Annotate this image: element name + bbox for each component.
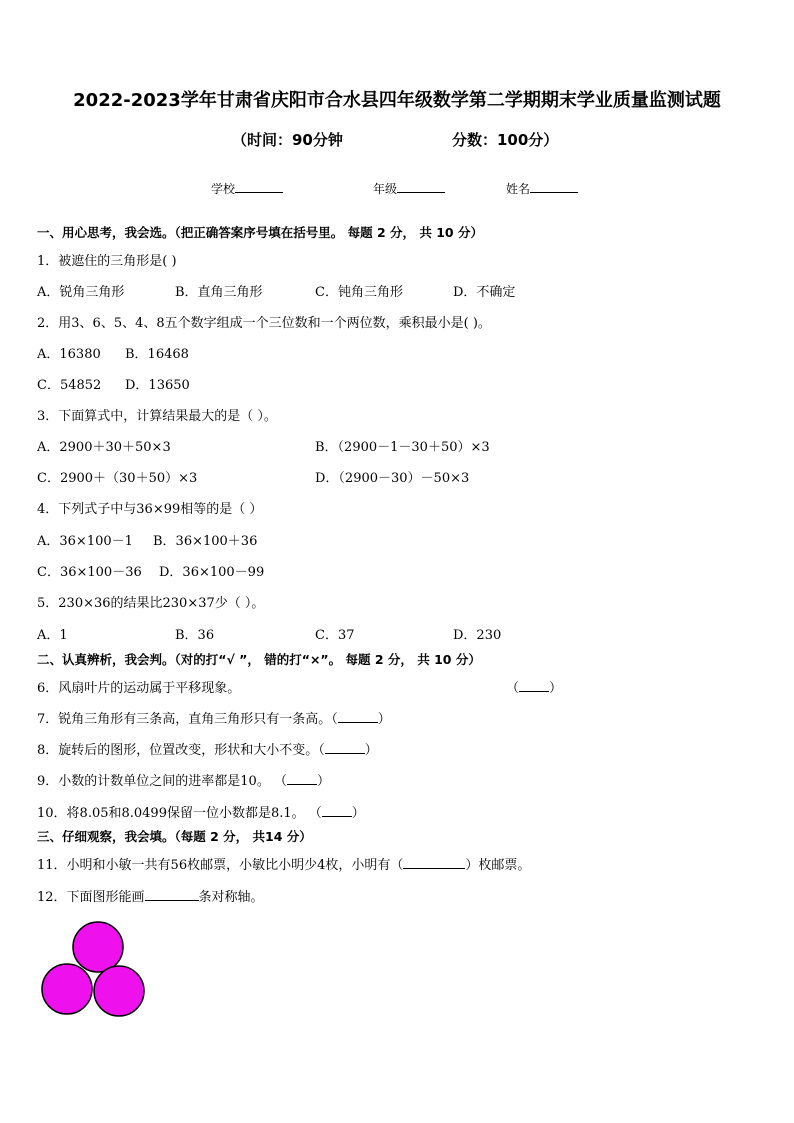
q1-stem: 1．被遮住的三角形是( ) <box>37 254 177 269</box>
q10-blank[interactable] <box>322 804 352 817</box>
q12-line <box>37 886 264 905</box>
q3-option-b[interactable]: B．（2900－1－30＋50）×3 <box>315 440 490 455</box>
q9-blank[interactable] <box>287 772 317 785</box>
q6-close-paren: ） <box>549 681 563 696</box>
q4-option-c[interactable]: C．36×100－36 <box>37 565 142 580</box>
q6-open-paren: （ <box>506 681 520 696</box>
q4-option-d[interactable]: D．36×100－99 <box>159 565 265 580</box>
q7-blank[interactable] <box>338 710 378 723</box>
section-heading-3: 三、仔细观察，我会填。（每题 2 分， 共14 分） <box>37 829 312 844</box>
q4-option-b[interactable]: B．36×100＋36 <box>153 534 258 549</box>
section-heading-2: 二、认真辨析，我会判。（对的打“√ ”， 错的打“×”。 每题 2 分， 共 10 分） <box>37 652 481 667</box>
q2-option-b[interactable]: B．16468 <box>125 347 189 362</box>
q3-option-d[interactable]: D．（2900－30）－50×3 <box>315 471 470 486</box>
q10-close-paren: ） <box>351 806 365 821</box>
q9-stem: 9．小数的计数单位之间的进率都是10。 （ <box>37 774 287 789</box>
q5-option-a[interactable]: A．1 <box>37 628 68 643</box>
q6-answer[interactable] <box>506 677 562 696</box>
q12-stem: 12．下面图形能画 <box>37 890 145 905</box>
q10-line <box>37 802 365 821</box>
q3-stem: 3．下面算式中，计算结果最大的是（ ）。 <box>37 409 277 424</box>
name-field <box>506 180 578 197</box>
q5-option-c[interactable]: C．37 <box>315 628 355 643</box>
school-blank[interactable] <box>235 180 283 193</box>
q3-option-c[interactable]: C．2900＋（30＋50）×3 <box>37 471 198 486</box>
q8-line <box>37 739 378 758</box>
q2-option-c[interactable]: C．54852 <box>37 378 102 393</box>
grade-blank[interactable] <box>397 180 445 193</box>
q12-blank[interactable] <box>145 888 199 901</box>
exam-score: 分数：100分） <box>452 131 559 149</box>
school-label: 学校 <box>211 182 236 196</box>
q1-option-d[interactable]: D．不确定 <box>453 285 516 300</box>
three-circles-figure <box>38 918 150 1022</box>
q7-close-paren: ） <box>377 712 391 727</box>
q2-option-d[interactable]: D．13650 <box>125 378 190 393</box>
q2-option-a[interactable]: A．16380 <box>37 347 101 362</box>
q3-option-a[interactable]: A．2900＋30＋50×3 <box>37 440 171 455</box>
q4-option-a[interactable]: A．36×100－1 <box>37 534 133 549</box>
q8-blank[interactable] <box>325 741 365 754</box>
q12-tail: 条对称轴。 <box>198 890 264 905</box>
circle-top <box>73 922 123 972</box>
q11-stem: 11．小明和小敏一共有56枚邮票，小敏比小明少4枚，小明有（ <box>37 858 404 873</box>
q6-stem: 6．风扇叶片的运动属于平移现象。 <box>37 681 241 696</box>
q1-option-c[interactable]: C．钝角三角形 <box>315 285 403 300</box>
section-heading-1: 一、用心思考，我会选。（把正确答案序号填在括号里。 每题 2 分， 共 10 分） <box>37 225 483 240</box>
q11-line <box>37 854 530 873</box>
circle-bottom-right <box>94 966 144 1016</box>
q7-stem: 7．锐角三角形有三条高，直角三角形只有一条高。（ <box>37 712 338 727</box>
q5-option-b[interactable]: B．36 <box>175 628 215 643</box>
q11-close-paren: ）枚邮票。 <box>465 858 531 873</box>
name-blank[interactable] <box>530 180 578 193</box>
circle-bottom-left <box>42 964 92 1014</box>
q4-stem: 4．下列式子中与36×99相等的是（ ） <box>37 502 263 517</box>
q11-blank[interactable] <box>403 856 465 869</box>
q5-option-d[interactable]: D．230 <box>453 628 502 643</box>
exam-time: （时间：90分钟 <box>232 131 343 149</box>
grade-label: 年级 <box>373 182 398 196</box>
q8-close-paren: ） <box>364 743 378 758</box>
q8-stem: 8．旋转后的图形，位置改变，形状和大小不变。（ <box>37 743 325 758</box>
q6-blank[interactable] <box>519 679 549 692</box>
q5-stem: 5．230×36的结果比230×37少（ ）。 <box>37 596 265 611</box>
q9-line <box>37 770 330 789</box>
name-label: 姓名 <box>506 182 531 196</box>
q1-option-b[interactable]: B．直角三角形 <box>175 285 263 300</box>
grade-field <box>373 180 445 197</box>
school-field <box>211 180 283 197</box>
q9-close-paren: ） <box>316 774 330 789</box>
page-title: 2022-2023学年甘肃省庆阳市合水县四年级数学第二学期期末学业质量监测试题 <box>73 90 721 111</box>
q7-line <box>37 708 391 727</box>
q10-stem: 10．将8.05和8.0499保留一位小数都是8.1。 （ <box>37 806 322 821</box>
q1-option-a[interactable]: A．锐角三角形 <box>37 285 125 300</box>
q2-stem: 2．用3、6、5、4、8五个数字组成一个三位数和一个两位数，乘积最小是( )。 <box>37 316 491 331</box>
